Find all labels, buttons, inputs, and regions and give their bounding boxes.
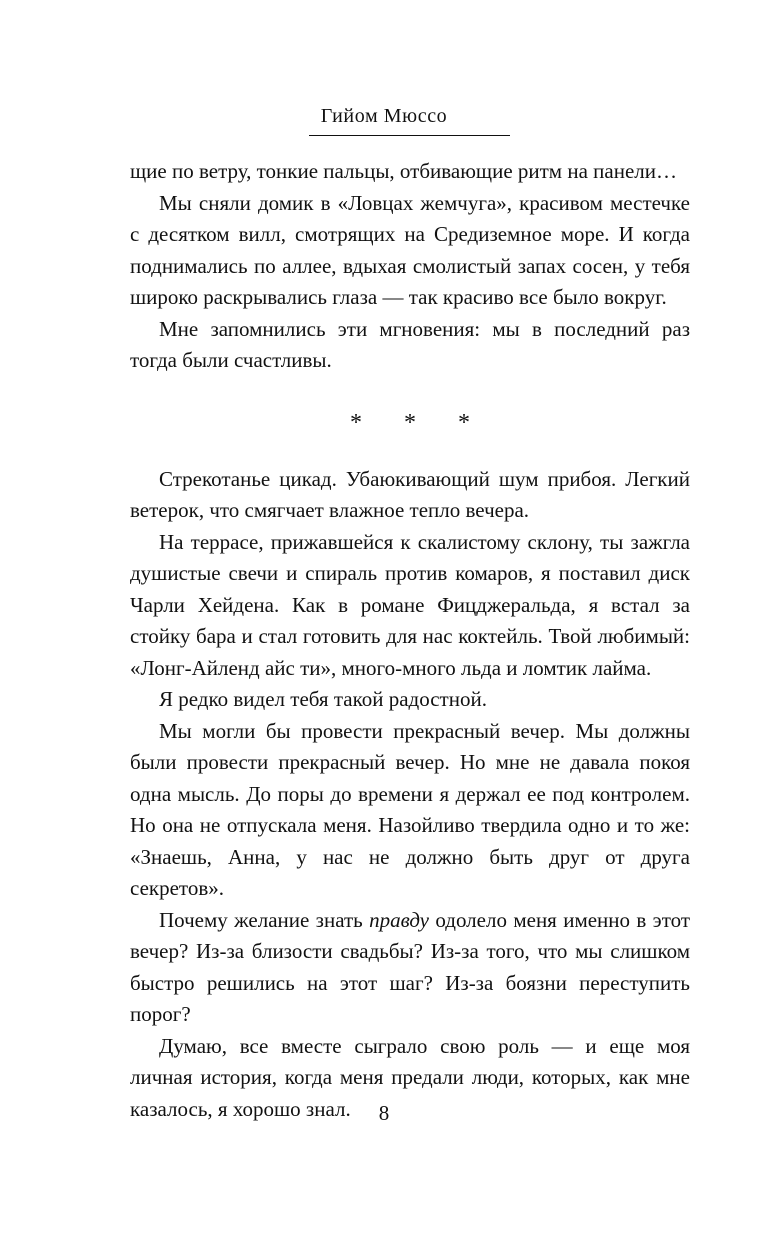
paragraph: На террасе, прижавшейся к скалистому склону, ты зажгла душистые свечи и спираль против комаров, я поставил диск Чарли Хейдена. Как в романе Фицджеральда, я встал за стойку бара и стал готовить для нас коктейль. Твой любимый: «Лонг-Айленд айс ти», много-много льда и ломтик лайма. xyxy=(130,529,690,680)
running-head: Гийом Мюссо xyxy=(320,105,448,127)
paragraph-text: Почему желание знать xyxy=(159,907,370,932)
paragraph: Стрекотанье цикад. Убаюкивающий шум прибоя. Легкий ветерок, что смягчает влажное тепло вечера. xyxy=(130,466,690,522)
body-text xyxy=(130,156,690,1125)
running-head-rule xyxy=(309,135,510,136)
paragraph: Мы сняли домик в «Ловцах жемчуга», красивом местечке с десятком вилл, смотрящих на Средиземное море. И когда поднимались по аллее, вдыхая смолистый запах сосен, у тебя широко раскрывались глаза — так красиво все было вокруг. xyxy=(130,190,690,309)
paragraph-text: одолело меня именно в этот вечер? Из-за близости свадьбы? Из-за того, что мы слишком быстро решились на этот шаг? Из-за боязни переступить порог? xyxy=(130,907,690,1026)
paragraph-continued: щие по ветру, тонкие пальцы, отбивающие ритм на панели… xyxy=(130,159,677,183)
paragraph: Я редко видел тебя такой радостной. xyxy=(159,687,487,711)
page-number: 8 xyxy=(378,1101,390,1125)
paragraph: Думаю, все вместе сыграло свою роль — и еще моя личная история, когда меня предали люди, которых, как мне казалось, я хорошо знал. xyxy=(130,1033,690,1121)
italic-word: правду xyxy=(369,907,430,932)
paragraph: Мне запомнились эти мгновения: мы в последний раз тогда были счастливы. xyxy=(130,316,690,372)
paragraph-with-italic xyxy=(130,905,690,1031)
paragraph: Мы могли бы провести прекрасный вечер. Мы должны были провести прекрасный вечер. Но мне не давала покоя одна мысль. До поры до времени я держал ее под контролем. Но она не отпускала меня. Назойливо твердила одно и то же: «Знаешь, Анна, у нас не должно быть друг от друга секретов». xyxy=(130,718,690,900)
section-break-asterisks: * * * xyxy=(350,409,488,436)
